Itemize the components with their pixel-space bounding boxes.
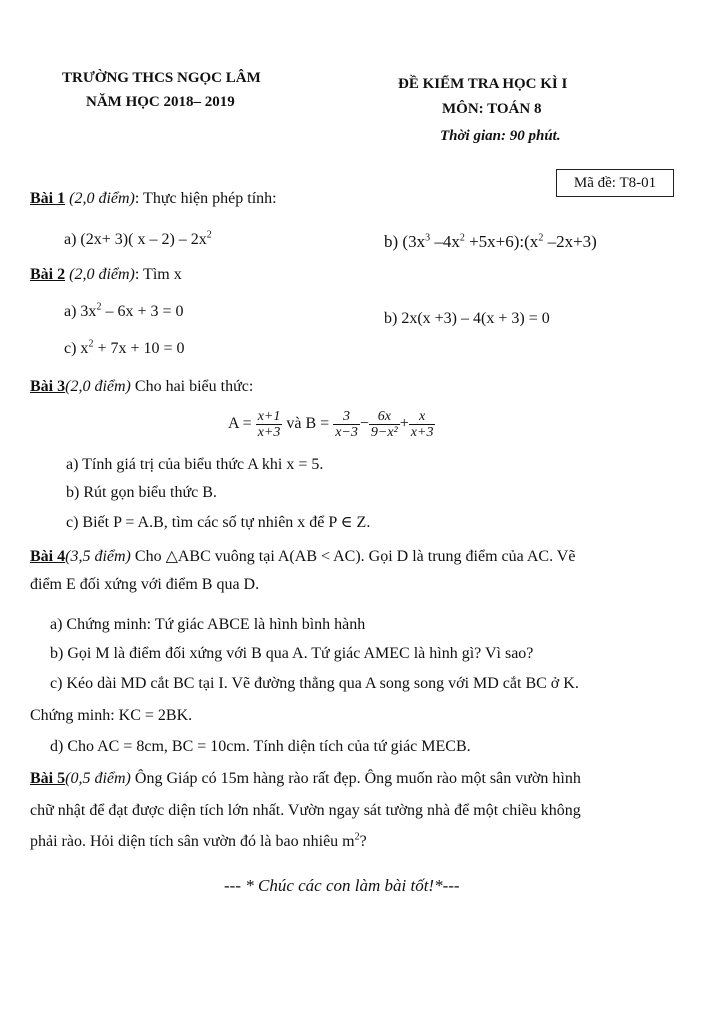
- school-name: TRƯỜNG THCS NGỌC LÂM: [62, 70, 261, 86]
- bai3-points: (2,0 điểm): [65, 378, 131, 395]
- fraction-b3: $\frac{x}{x+3}$: [410, 409, 434, 440]
- school-year: NĂM HỌC 2018– 2019: [86, 94, 235, 110]
- bai4-c2: Chứng minh: KC = 2BK.: [30, 707, 193, 724]
- exam-title: ĐỀ KIỂM TRA HỌC KÌ I: [398, 76, 568, 92]
- bai3-heading: [30, 378, 253, 396]
- bai2-points: (2,0 điểm): [65, 266, 135, 283]
- bai3-label: Bài 3: [30, 378, 66, 395]
- bai3-formula: A = $\frac{x+1}{x+3}$ và B = $\frac{3}{x-3}$ − $\frac{6x}{\text{9−x²}}$ + $\frac{x}{x+3}$: [228, 409, 434, 440]
- bai1-points: (2,0 điểm): [65, 190, 135, 207]
- bai4-line2: điểm E đối xứng với điểm B qua D.: [30, 576, 260, 593]
- closing-wish: --- * Chúc các con làm bài tốt!*---: [224, 876, 460, 895]
- bai5-line3: phải rào. Hỏi diện tích sân vườn đó là bao nhiêu $m^2$?: [30, 831, 367, 850]
- bai4-points: (3,5 điểm): [65, 548, 131, 565]
- fraction-b1: $\frac{3}{x-3}$: [335, 409, 358, 440]
- bai3-a: a) Tính giá trị của biểu thức A khi x = 5.: [66, 456, 324, 473]
- exam-time: Thời gian: 90 phút.: [440, 128, 561, 144]
- bai5-label: Bài 5: [30, 770, 66, 787]
- bai5-line2: chữ nhật để đạt được diện tích lớn nhất. Vườn ngay sát tường nhà để một chiều không: [30, 802, 581, 819]
- bai2-text: : Tìm x: [134, 266, 182, 283]
- exam-code-box: Mã đề: T8-01: [556, 169, 674, 197]
- bai4-line1: Bài 4(3,5 điểm) Cho △ABC vuông tại A(AB < AC). Gọi D là trung điểm của AC. Vẽ: [30, 548, 576, 565]
- bai5-line1: Bài 5(0,5 điểm) Ông Giáp có 15m hàng rào rất đẹp. Ông muốn rào một sân vườn hình: [30, 770, 581, 787]
- bai5-points: (0,5 điểm): [65, 770, 131, 787]
- bai1-a: a) (2x+ 3)( x – $2) - 2x^2$: [64, 229, 212, 248]
- bai4-b: b) Gọi M là điểm đối xứng với B qua A. Tứ giác AMEC là hình gì? Vì sao?: [50, 645, 534, 662]
- bai1-heading: [30, 190, 277, 208]
- exam-subject: MÔN: TOÁN 8: [442, 101, 542, 117]
- bai2-a: a) $3x^2 - 6x + 3 = 0$: [64, 301, 184, 320]
- bai4-label: Bài 4: [30, 548, 66, 565]
- bai3-c: c) Biết P = A.B, tìm các số tự nhiên x để P ∈ Z.: [66, 514, 371, 531]
- bai1-b: b) ($3x^3$ $-4x^2$ $+5x+6):(x^2$ –2x+3): [384, 232, 597, 251]
- bai3-text: Cho hai biểu thức:: [130, 378, 254, 395]
- bai2-heading: [30, 266, 182, 284]
- bai2-c: c) $x^2 + 7x + 10 = 0$: [64, 338, 185, 357]
- bai4-a: a) Chứng minh: Tứ giác ABCE là hình bình hành: [50, 616, 366, 633]
- bai4-d: d) Cho AC = 8cm, BC = 10cm. Tính diện tích của tứ giác MECB.: [50, 738, 471, 755]
- bai1-text: : Thực hiện phép tính:: [134, 190, 277, 207]
- bai2-b: b) 2x(x +3) – 4(x + 3) = 0: [384, 310, 550, 327]
- bai2-label: Bài 2: [30, 266, 66, 283]
- fraction-b2: $\frac{6x}{\text{9−x²}}$: [370, 409, 398, 440]
- bai3-b: b) Rút gọn biểu thức B.: [66, 484, 217, 501]
- fraction-a: $\frac{x+1}{x+3}$: [257, 409, 281, 440]
- bai1-label: Bài 1: [30, 190, 66, 207]
- bai4-c1: c) Kéo dài MD cắt BC tại I. Vẽ đường thẳng qua A song song với MD cắt BC ở K.: [50, 675, 579, 692]
